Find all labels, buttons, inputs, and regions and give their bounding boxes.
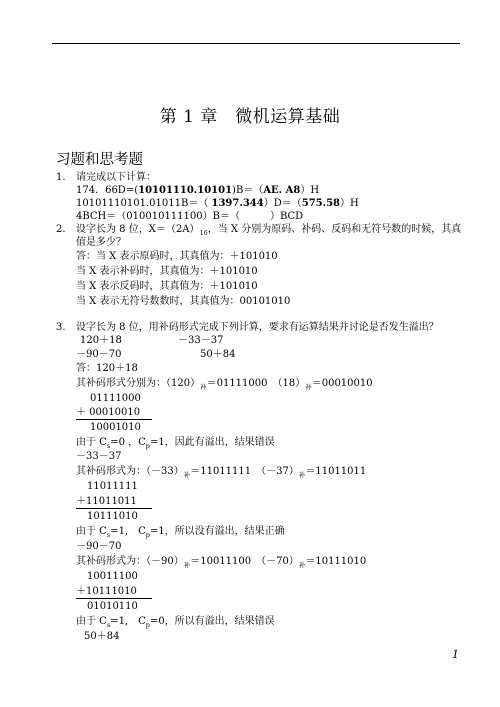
part3-sum-rule: [76, 598, 152, 599]
part3-result: 01010110: [87, 601, 138, 612]
part2-conclusion: 由于 $C_s=1$, $C_p=1$，所以没有溢出，结果正确: [76, 526, 285, 539]
part2-sum-rule: [76, 508, 152, 509]
q3-expr-4: 50＋84: [200, 349, 236, 360]
part2-expression: －33－37: [76, 451, 122, 462]
chapter-title: 第 1 章 微机运算基础: [159, 107, 341, 127]
part1-result: 10001010: [90, 422, 141, 433]
part1-conclusion: 由于 $C_s=0$ ，$C_p=1$，因此有溢出，结果错误: [76, 437, 275, 450]
q2-answer-2: 当 X 表示补码时，其真值为：＋101010: [76, 266, 258, 277]
q2-answer-4: 当 X 表示无符号数数时，其真值为：00101010: [76, 296, 291, 307]
q2-prompt: 设字长为 8 位，$X=(2A)_{16}$，当 X 分别为原码、补码、反码和无符号数的时候，其真: [76, 224, 462, 237]
q2-prompt-cont: 值是多少？: [76, 237, 126, 248]
part1-operand-2: ＋ 00010010: [76, 407, 141, 418]
part3-expression: －90－70: [76, 541, 122, 552]
section-title: 习题和思考题: [56, 152, 143, 168]
q3-expr-1: 120＋18: [80, 335, 122, 346]
part2-complement-form: 其补码形式为：$(-33)_补=11011111$ $(-37)_补=11011011$: [76, 466, 367, 479]
part3-conclusion: 由于 $C_s=1$, $C_p=0$，所以有溢出，结果错误: [76, 616, 275, 629]
q2-answer-1: 答：当 X 表示原码时，其真值为：＋101010: [76, 251, 278, 262]
q3-prompt: 设字长为 8 位，用补码形式完成下列计算，要求有运算结果并讨论是否发生溢出？: [76, 322, 439, 333]
q3-number: 3.: [56, 322, 66, 333]
q1-line1: 174．66D=(10101110.10101)B＝（AE. A8）H: [76, 185, 320, 196]
part2-operand-2: ＋11011011: [76, 496, 137, 507]
q1-number: 1.: [56, 172, 66, 183]
part1-operand-1: 01111000: [90, 393, 141, 404]
q1-prompt: 请完成以下计算：: [76, 172, 156, 183]
page-number: 1: [452, 648, 459, 661]
part2-result: 10111010: [87, 511, 138, 522]
part1-sum-rule: [76, 419, 152, 420]
q3-expr-3: －90－70: [76, 349, 122, 360]
part2-operand-1: 11011111: [87, 481, 138, 492]
part3-operand-2: ＋10111010: [76, 586, 137, 597]
header-rule: [52, 43, 460, 44]
q1-line3: 4BCH＝（010010111100）B＝（ ）BCD: [76, 211, 304, 222]
part3-complement-form: 其补码形式为：$(-90)_补=10011100$ $(-70)_补=10111010$: [76, 556, 367, 569]
q2-answer-3: 当 X 表示反码时，其真值为：＋101010: [76, 281, 258, 292]
part4-expression: 50＋84: [84, 631, 120, 642]
q2-number: 2.: [56, 224, 66, 235]
q3-expr-2: －33－37: [178, 335, 224, 346]
part1-complement-form: 其补码形式分别为：$(120)_补=01111000$ $(18)_补=00010010$: [76, 378, 373, 391]
q1-line2: 10101110101.01011B＝（ 1397.344）D＝（575.58）H: [76, 198, 359, 209]
part3-operand-1: 10011100: [87, 571, 138, 582]
q3-answer-heading: 答：120＋18: [76, 363, 138, 374]
